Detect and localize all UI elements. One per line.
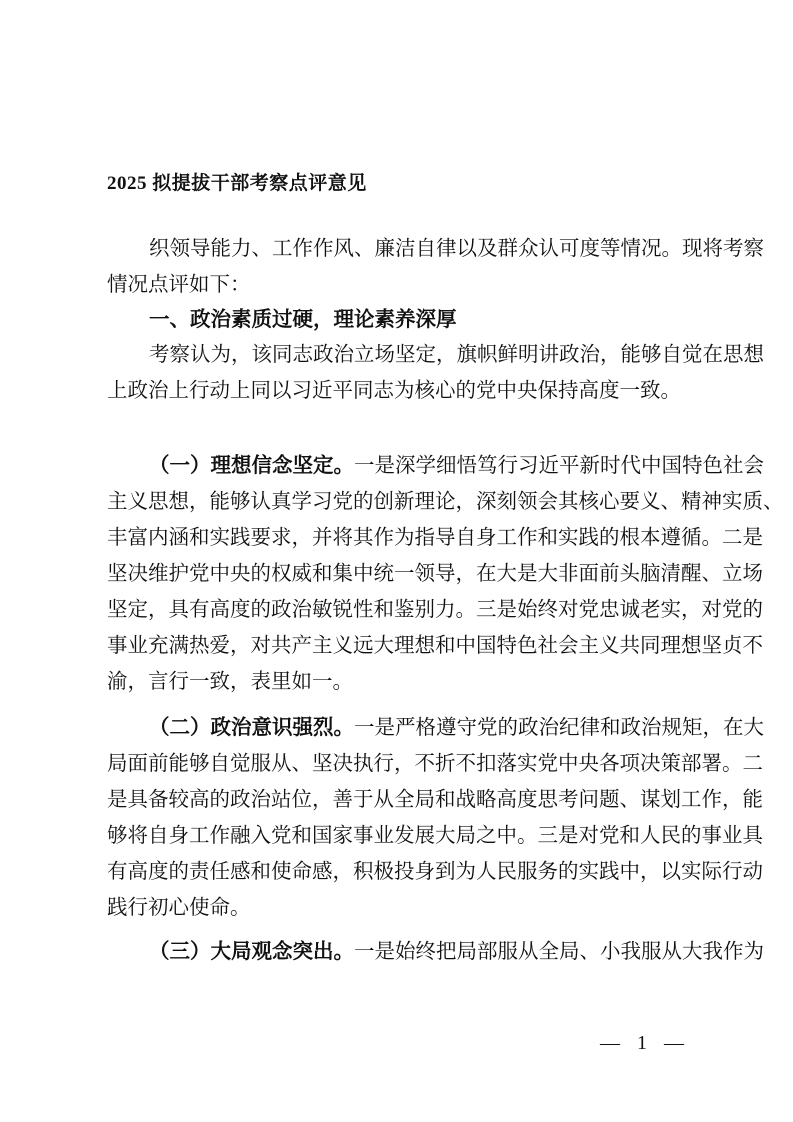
text-line: 渝，言行一致，表里如一。 <box>107 669 353 693</box>
text-line: 有高度的责任感和使命感，积极投身到为人民服务的实践中，以实际行动 <box>107 859 763 883</box>
document-title: 2025 拟提拔干部考察点评意见 <box>107 173 367 194</box>
section-heading <box>107 301 686 337</box>
subsection-lead: （三）大局观念突出。 <box>149 939 354 963</box>
text-line <box>107 447 764 483</box>
subsection-lead: （二）政治意识强烈。 <box>149 715 354 739</box>
text-line: 织领导能力、工作作风、廉洁自律以及群众认可度等情况。现将考察 <box>149 236 764 260</box>
text-line: 事业充满热爱，对共产主义远大理想和中国特色社会主义共同理想坚贞不 <box>107 633 763 657</box>
text-line: 局面前能够自觉服从、坚决执行，不折不扣落实党中央各项决策部署。二 <box>107 751 763 775</box>
text-line: 是具备较高的政治站位，善于从全局和战略高度思考问题、谋划工作，能 <box>107 787 763 811</box>
subsection-3 <box>107 933 764 969</box>
heading-text: 一、政治素质过硬，理论素养深厚 <box>149 307 457 331</box>
text-line: 情况点评如下： <box>107 272 251 296</box>
text-line: 主义思想，能够认真学习党的创新理论，深刻领会其核心要义、精神实质、 <box>107 489 784 513</box>
text-line <box>107 709 764 745</box>
text-line: 够将自身工作融入党和国家事业发展大局之中。三是对党和人民的事业具 <box>107 823 763 847</box>
page-number: — 1 — <box>600 1032 690 1054</box>
text-line: 坚决维护党中央的权威和集中统一领导，在大是大非面前头脑清醒、立场 <box>107 561 763 585</box>
text-line: 丰富内涵和实践要求，并将其作为指导自身工作和实践的根本遵循。二是 <box>107 525 763 549</box>
subsection-lead: （一）理想信念坚定。 <box>149 453 354 477</box>
text-line: 践行初心使命。 <box>107 895 251 919</box>
text-line <box>107 933 764 969</box>
text-line: 坚定，具有高度的政治敏锐性和鉴别力。三是始终对党忠诚老实，对党的 <box>107 597 763 621</box>
text-span: 一是严格遵守党的政治纪律和政治规矩，在大 <box>354 715 764 739</box>
text-line: 上政治上行动上同以习近平同志为核心的党中央保持高度一致。 <box>107 378 681 402</box>
assessment-paragraph <box>107 336 764 408</box>
text-line: 考察认为，该同志政治立场坚定，旗帜鲜明讲政治，能够自觉在思想 <box>149 342 764 366</box>
subsection-2 <box>107 709 764 925</box>
text-span: 一是深学细悟笃行习近平新时代中国特色社会 <box>354 453 764 477</box>
text-span: 一是始终把局部服从全局、小我服从大我作为 <box>354 939 764 963</box>
subsection-1 <box>107 447 784 699</box>
intro-paragraph <box>107 230 764 302</box>
